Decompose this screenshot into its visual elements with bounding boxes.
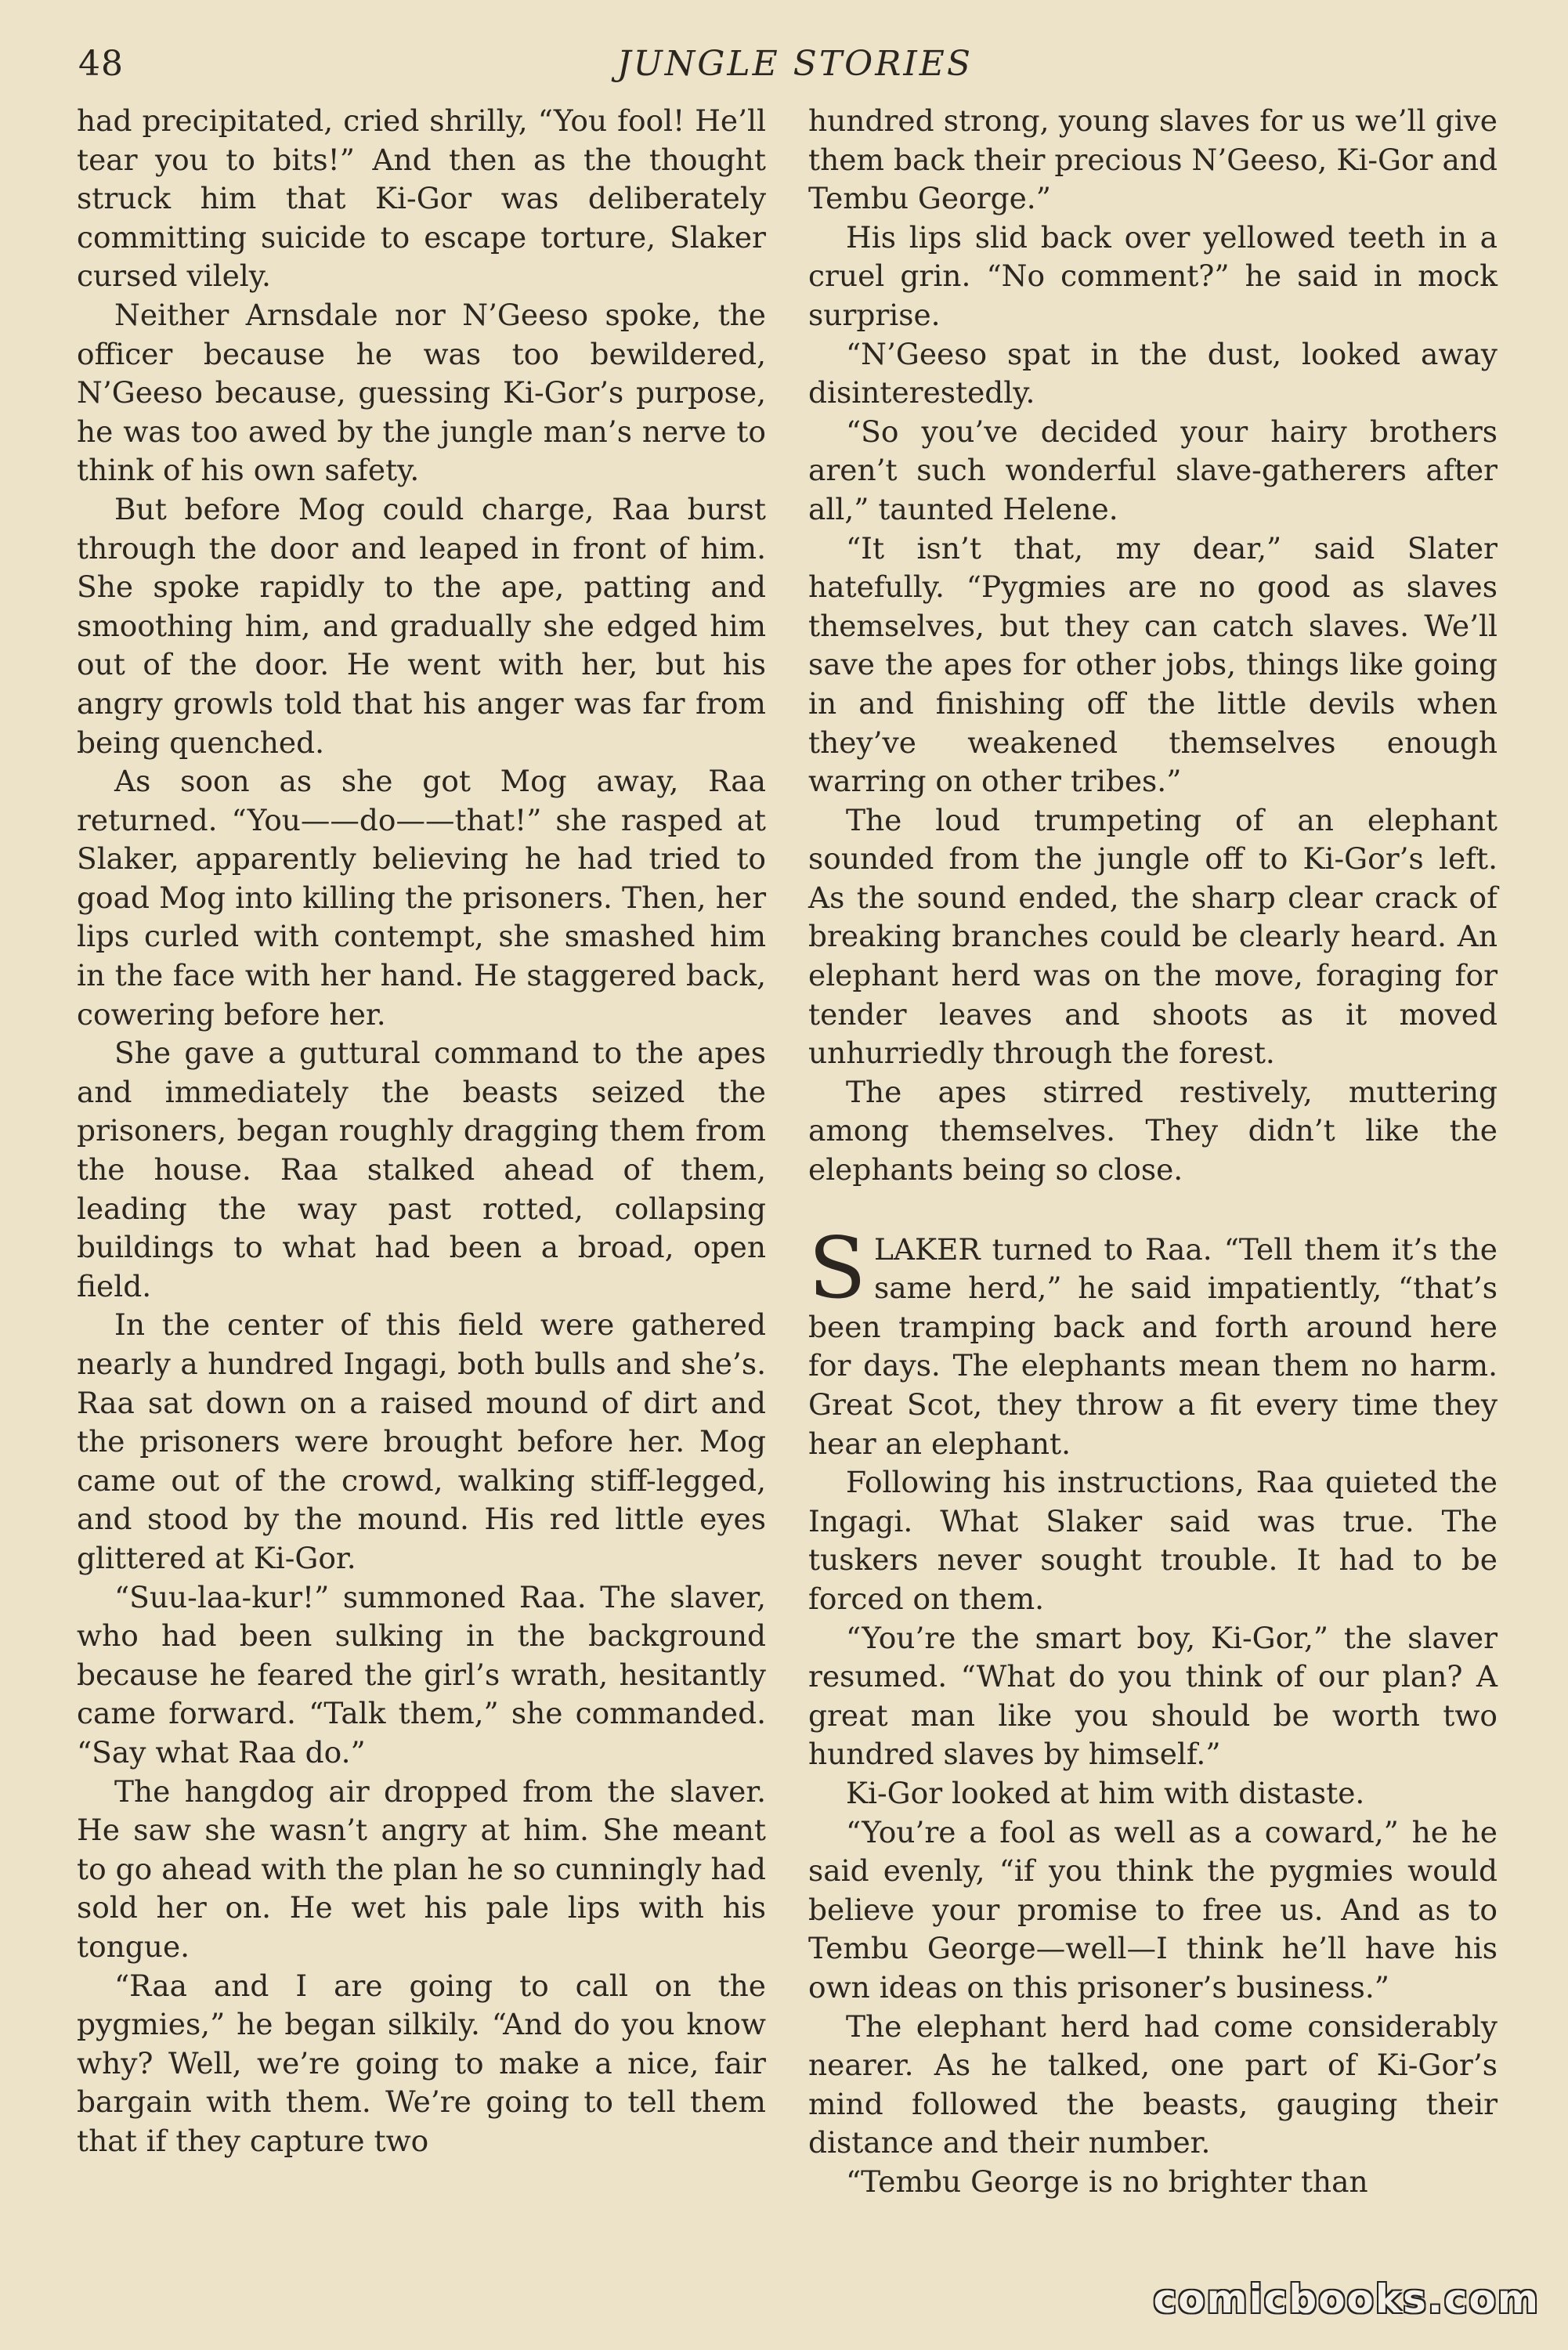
paragraph: “Suu-laa-kur!” summoned Raa. The slaver, who had been sulking in the background because he feared the girl’s wrath, hesitantly came forward. “Talk them,” she commanded. “Say what Raa do.” bbox=[77, 1579, 766, 1770]
paragraph: “So you’ve decided your hairy brothers aren’t such wonderful slave-gatherers after all,” taunted Helene. bbox=[808, 414, 1498, 526]
paragraph: Following his instructions, Raa quieted the Ingagi. What Slaker said was true. The tuskers never sought trouble. It had to be forced on them. bbox=[808, 1465, 1498, 1616]
paragraph: As soon as she got Mog away, Raa returned. “You——do——that!” she rasped at Slaker, apparently believing he had tried to goad Mog into killing the prisoners. Then, her lips curled with contempt, she smashed him in the face with her hand. He staggered back, cowering before her. bbox=[77, 764, 766, 1032]
left-column bbox=[77, 102, 766, 2160]
paragraph: “You’re the smart boy, Ki-Gor,” the slaver resumed. “What do you think of our plan? A great man like you should be worth two hundred slaves by himself.” bbox=[808, 1620, 1498, 1772]
paragraph: “You’re a fool as well as a coward,” he he said evenly, “if you think the pygmies would believe your promise to free us. And as to Tembu George—well—I think he’ll have his own ideas on this prisoner’s business.” bbox=[808, 1814, 1498, 2005]
paragraph: She gave a guttural command to the apes and immediately the beasts seized the prisoners, began roughly dragging them from the house. Raa stalked ahead of them, leading the way past rotted, collapsing buildings to what had been a broad, open field. bbox=[77, 1036, 766, 1303]
paragraph: Neither Arnsdale nor N’Geeso spoke, the officer because he was too bewildered, N’Geeso because, guessing Ki-Gor’s purpose, he was too awed by the jungle man’s nerve to think of his own safety. bbox=[77, 297, 766, 488]
paragraph: His lips slid back over yellowed teeth in a cruel grin. “No comment?” he said in mock surprise. bbox=[808, 219, 1498, 332]
paragraph: “N’Geeso spat in the dust, looked away disinterestedly. bbox=[808, 336, 1498, 410]
paragraph: “Tembu George is no brighter than bbox=[846, 2164, 1368, 2199]
page-header bbox=[78, 41, 1512, 96]
section-opening-paragraph bbox=[808, 1219, 1498, 1464]
paragraph: Ki-Gor looked at him with distaste. bbox=[846, 1775, 1365, 1810]
paragraph: The hangdog air dropped from the slaver. He saw she wasn’t angry at him. She meant to go ahead with the plan he so cunningly had sold her on. He wet his pale lips with his tongue. bbox=[77, 1773, 766, 1964]
paragraph: The elephant herd had come considerably nearer. As he talked, one part of Ki-Gor’s mind followed the beasts, gauging their distance and their number. bbox=[808, 2008, 1498, 2160]
page-number: 48 bbox=[78, 44, 124, 84]
paragraph: The apes stirred restively, muttering among themselves. They didn’t like the elephants being so close. bbox=[808, 1074, 1498, 1188]
paragraph: The loud trumpeting of an elephant sounded from the jungle off to Ki-Gor’s left. As the sound ended, the sharp clear crack of breaking branches could be clearly heard. An elephant herd was on the move, foraging for tender leaves and shoots as it moved unhurriedly through the forest. bbox=[808, 802, 1498, 1071]
drop-cap: S bbox=[808, 1219, 866, 1318]
paragraph: “Raa and I are going to call on the pygmies,” he began silkily. “And do you know why? Well, we’re going to make a nice, fair bargain with them. We’re going to tell them that if they capture two bbox=[77, 1968, 766, 2158]
paragraph: hundred strong, young slaves for us we’ll give them back their precious N’Geeso, Ki-Gor and Tembu George.” bbox=[808, 103, 1498, 216]
paragraph: In the center of this field were gathered nearly a hundred Ingagi, both bulls and she’s. Raa sat down on a raised mound of dirt and the prisoners were brought before her. Mog came out of the crowd, walking stiff-legged, and stood by the mound. His red little eyes glittered at Ki-Gor. bbox=[77, 1307, 766, 1575]
watermark: comicbooks.com bbox=[1153, 2276, 1540, 2322]
paragraph: But before Mog could charge, Raa burst through the door and leaped in front of him. She spoke rapidly to the ape, patting and smoothing him, and gradually she edged him out of the door. He went with her, but his angry growls told that his anger was far from being quenched. bbox=[77, 491, 766, 760]
running-title: JUNGLE STORIES bbox=[616, 44, 974, 84]
section-opening-text: LAKER turned to Raa. “Tell them it’s the same herd,” he said impatiently, “that’s been tramping back and forth around here for days. The elephants mean them no harm. Great Scot, they throw a fit every time they hear an elephant. bbox=[808, 1231, 1498, 1461]
right-column bbox=[808, 102, 1498, 2201]
paragraph: “It isn’t that, my dear,” said Slater hatefully. “Pygmies are no good as slaves themselves, but they can catch slaves. We’ll save the apes for other jobs, things like going in and finishing off the little devils when they’ve weakened themselves enough warring on other tribes.” bbox=[808, 530, 1498, 799]
paragraph: had precipitated, cried shrilly, “You fool! He’ll tear you to bits!” And then as the thought struck him that Ki-Gor was deliberately committing suicide to escape torture, Slaker cursed vilely. bbox=[77, 103, 766, 294]
